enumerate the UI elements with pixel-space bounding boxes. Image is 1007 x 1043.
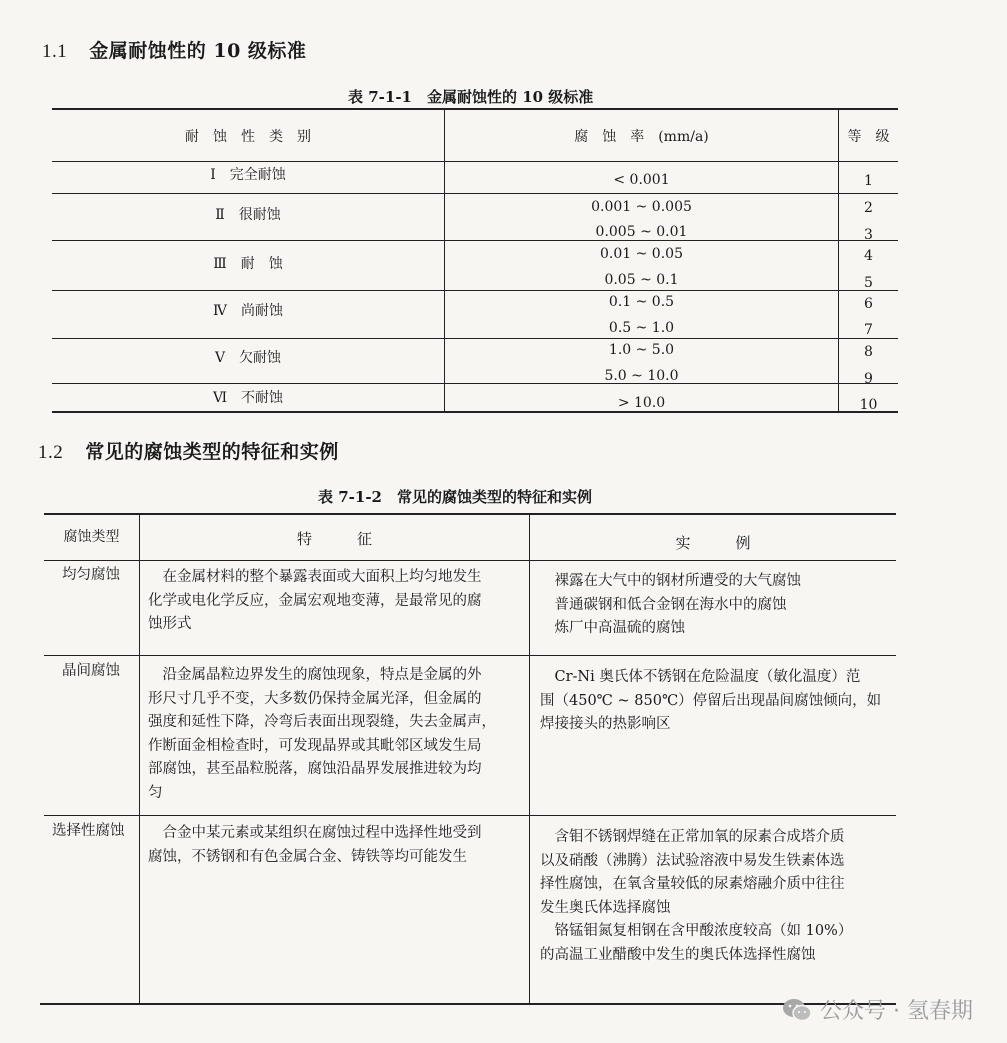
table1-category: Ⅲ 耐 蚀: [213, 256, 283, 272]
table1-top-rule: [52, 108, 898, 110]
table2-row-rule: [44, 655, 896, 656]
example-line: 炼厂中高温硫的腐蚀: [540, 620, 685, 636]
section-2-number: 1.2: [38, 442, 64, 463]
table1-header-rule: [52, 161, 898, 162]
table1-grade: 2: [864, 200, 873, 216]
table2-row-examples: [540, 570, 896, 641]
table2-header-rule: [44, 560, 896, 561]
example-line: 择性腐蚀，在氧含量较低的尿素熔融介质中往往: [540, 876, 845, 892]
table1-header-category: 耐 蚀 性 类 别: [185, 129, 311, 145]
example-line: 铬锰钼氮复相钢在含甲酸浓度较高（如 10%）: [540, 923, 853, 939]
table2-col-divider-2: [529, 514, 530, 1004]
table1-row-rule: [52, 193, 898, 194]
table1-grade: 1: [864, 173, 873, 189]
table1-category: Ⅵ 不耐蚀: [212, 390, 284, 406]
table1-header-grade: 等 级: [847, 129, 890, 145]
section-1-number: 1.1: [42, 41, 68, 62]
table2-row-type: 晶间腐蚀: [62, 663, 120, 679]
feature-line: 蚀形式: [148, 616, 192, 632]
table1-grade: 3: [864, 227, 873, 243]
table1-header-rate: 腐 蚀 率 (mm/a): [574, 129, 709, 145]
feature-line: 形尺寸几乎不变，大多数仍保持金属光泽，但金属的: [148, 690, 482, 707]
table2-row-features: [148, 566, 528, 637]
feature-line: 强度和延性下降，冷弯后表面出现裂缝，失去金属声，: [148, 714, 496, 730]
table1-rate: 0.001 ~ 0.005: [591, 199, 692, 215]
feature-line: 在金属材料的整个暴露表面或大面积上均匀地发生: [148, 569, 482, 585]
table2-row-features: [148, 664, 528, 805]
watermark-text: 公众号 · 氢春期: [820, 999, 973, 1024]
table2-bottom-rule: [40, 1003, 896, 1005]
table1-grade: 6: [864, 296, 873, 312]
table1-rate: > 10.0: [617, 395, 666, 411]
section-2-title: 常见的腐蚀类型的特征和实例: [85, 441, 339, 463]
table2-row-features: [148, 822, 528, 869]
table2-caption: 表 7-1-2 常见的腐蚀类型的特征和实例: [318, 488, 592, 506]
feature-line: 作断面金相检查时，可发现晶界或其毗邻区域发生局: [148, 737, 482, 754]
table2-row-rule: [44, 815, 896, 816]
example-line: 焊接接头的热影响区: [540, 716, 671, 732]
section-1-heading: [42, 36, 306, 63]
table1-rate: 0.005 ~ 0.01: [595, 224, 688, 240]
watermark: [782, 994, 973, 1025]
example-line: 发生奥氏体选择腐蚀: [540, 899, 671, 916]
feature-line: 沿金属晶粒边界发生的腐蚀现象，特点是金属的外: [148, 667, 482, 683]
example-line: 普通碳钢和低合金钢在海水中的腐蚀: [540, 596, 787, 613]
section-2-heading: [38, 437, 339, 464]
table1-rate: 0.05 ~ 0.1: [604, 272, 679, 288]
feature-line: 腐蚀，不锈钢和有色金属合金、铸铁等均可能发生: [148, 848, 467, 865]
table1-caption: 表 7-1-1 金属耐蚀性的 10 级标准: [348, 88, 594, 106]
table1-rate: 0.01 ~ 0.05: [600, 246, 683, 262]
table1-grade: 10: [859, 397, 878, 413]
table1-rate: 1.0 ~ 5.0: [608, 342, 675, 358]
table2-header-type: 腐蚀类型: [63, 529, 120, 545]
table2-header-features: 特 征: [296, 530, 372, 548]
table1-grade: 5: [864, 275, 873, 291]
table1-category: Ⅰ 完全耐蚀: [210, 167, 286, 183]
table1-rate: 0.1 ~ 0.5: [608, 294, 675, 310]
table2-row-examples: [540, 666, 896, 737]
example-line: Cr-Ni 奥氏体不锈钢在危险温度（敏化温度）范: [540, 669, 861, 685]
table1-category: Ⅱ 很耐蚀: [215, 207, 281, 223]
table1-rate: 0.5 ~ 1.0: [608, 320, 675, 336]
table1-grade: 8: [864, 344, 873, 360]
example-line: 裸露在大气中的钢材所遭受的大气腐蚀: [540, 573, 801, 589]
feature-line: 化学或电化学反应，金属宏观地变薄，是最常见的腐: [148, 592, 482, 609]
table2-row-type: 均匀腐蚀: [62, 567, 120, 583]
example-line: 围（450℃ ~ 850℃）停留后出现晶间腐蚀倾向，如: [540, 692, 882, 709]
table2-row-examples: [540, 826, 896, 967]
example-line: 含钼不锈钢焊缝在正常加氧的尿素合成塔介质: [540, 829, 845, 845]
table1-rate: 5.0 ~ 10.0: [604, 368, 679, 384]
table2-header-examples: 实 例: [675, 534, 751, 552]
feature-line: 部腐蚀，甚至晶粒脱落，腐蚀沿晶界发展推进较为均: [148, 761, 482, 777]
table2-top-rule: [44, 513, 896, 515]
table1-grade: 7: [864, 322, 873, 338]
example-line: 以及硝酸（沸腾）法试验溶液中易发生铁素体选: [540, 852, 845, 869]
table1-category: Ⅳ 尚耐蚀: [213, 303, 283, 319]
table1-grade: 9: [864, 371, 873, 387]
table2-row-type: 选择性腐蚀: [52, 823, 125, 839]
feature-line: 匀: [148, 784, 163, 801]
section-1-title: 金属耐蚀性的 10 级标准: [89, 40, 307, 62]
feature-line: 合金中某元素或某组织在腐蚀过程中选择性地受到: [148, 825, 482, 841]
table1-grade: 4: [864, 248, 873, 264]
table1-rate: < 0.001: [613, 172, 670, 188]
example-line: 的高温工业醋酸中发生的奥氏体选择性腐蚀: [540, 946, 816, 963]
table2-col-divider-1: [139, 514, 140, 1004]
wechat-icon: [782, 997, 812, 1023]
table1-category: Ⅴ 欠耐蚀: [214, 350, 282, 366]
